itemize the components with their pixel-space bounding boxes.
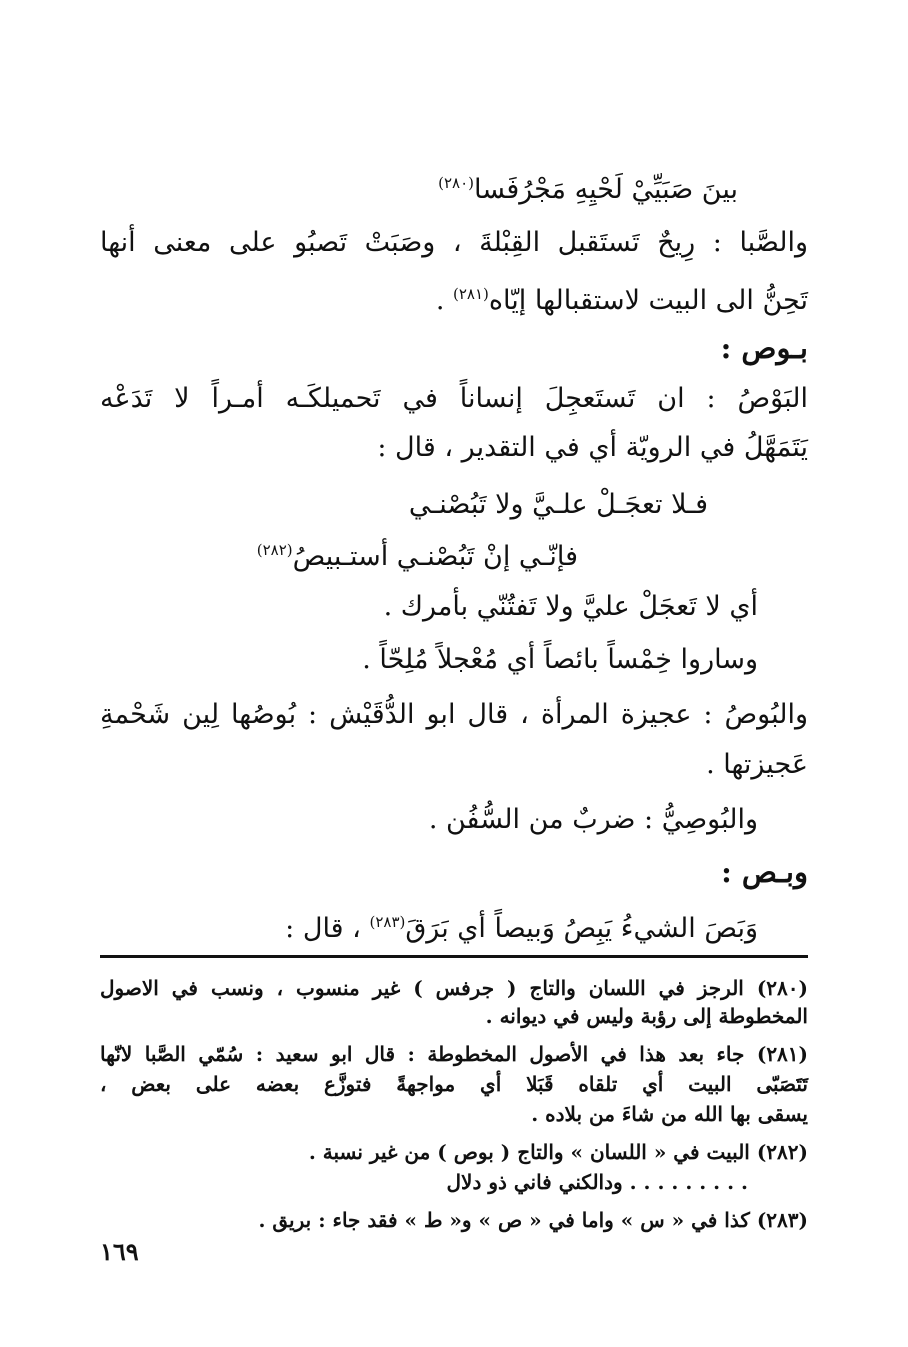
text-line-11: والبُوصُ : عجيزة المرأة ، قال ابو الدُّقَيْش : بُوصُها لِين شَحْمةِ xyxy=(100,699,808,730)
text-line-10: وساروا خِمْساً بائصاً أي مُعْجلاً مُلِحّاً . xyxy=(362,644,758,675)
text-line-3 xyxy=(436,274,808,321)
text-body: وَبَصَ الشيءُ يَبِصُ وَبيصاً أي بَرَقَ xyxy=(405,913,758,944)
text-line-13: والبُوصِيُّ : ضربٌ من السُّفُن . xyxy=(428,804,758,835)
footnote-text: البيت في « اللسان » والتاج ( بوص ) من غير نسبة . xyxy=(308,1140,750,1164)
text-body: تَحِنُّ الى البيت لاستقبالها إيّاه xyxy=(488,285,808,316)
footnote-283-line-1 xyxy=(258,1206,808,1234)
text-line-12: عَجيزتها . xyxy=(706,749,808,780)
text-line-5: البَوْصُ : ان تَستَعجِلَ إنساناً في تَحميلكَـه أمـراً لا تَدَعْه xyxy=(100,383,808,414)
footnote-number: (٢٨٣) xyxy=(756,1208,808,1232)
footnote-text: كذا في « س » واما في « ص » و« ط » فقد جاء : بريق . xyxy=(258,1208,750,1232)
footnote-text: الرجز في اللسان والتاج ( جرفس ) غير منسوب ، ونسب في الاصول xyxy=(100,976,744,1000)
footnote-ref-280: (٢٨٠) xyxy=(438,174,475,192)
text-line-6: يَتَمَهَّلُ في الرويّة أي في التقدير ، قال : xyxy=(377,432,808,463)
page-number: ١٦٩ xyxy=(100,1237,139,1266)
footnote-text: جاء بعد هذا في الأصول المخطوطة : قال ابو سعيد : سُمّي الصَّبا لانّها xyxy=(100,1042,745,1066)
verse-line-1 xyxy=(438,163,738,210)
entry-heading-bws: بـوص : xyxy=(720,331,808,365)
footnote-ref-281: (٢٨١) xyxy=(453,285,489,303)
footnote-280-line-2: المخطوطة إلى رؤبة وليس في ديوانه . xyxy=(485,1004,808,1028)
verse-line-7: فـلا تعجَـلْ علـيَّ ولا تَبُصْنـي xyxy=(408,489,708,520)
text-tail: . xyxy=(435,285,454,316)
text-line-9: أي لا تَعجَلْ عليَّ ولا تَفتُنّي بأمرك . xyxy=(383,591,758,622)
text-tail: ، قال : xyxy=(285,913,370,944)
text-line-2: والصَّبا : رِيحٌ تَستَقبل القِبْلةَ ، وصَبَتْ تَصبُو على معنى أنها xyxy=(100,227,808,258)
verse-line-8 xyxy=(257,530,578,577)
text-line-15 xyxy=(285,902,758,949)
footnote-281-line-1 xyxy=(100,1040,808,1068)
footnote-282-line-1 xyxy=(309,1138,808,1166)
footnote-281-line-2: تَتَصَبّى البيت أي تلقاه قَبَلا أي مواجهةً فتوزَّع بعضه على بعض ، xyxy=(100,1072,808,1096)
footnote-ref-283: (٢٨٣) xyxy=(369,913,406,931)
footnote-280-line-1 xyxy=(100,974,808,1002)
footnote-number: (٢٨٠) xyxy=(756,976,808,1000)
footnote-number: (٢٨١) xyxy=(756,1042,809,1066)
footnote-number: (٢٨٢) xyxy=(756,1140,808,1164)
verse-text: بينَ صَبَيِّيْ لَحْيِهِ مَجْرُفَسا xyxy=(474,174,738,205)
verse-text: فإنّـي إنْ تَبُصْنـي أستـبيصُ xyxy=(292,541,578,572)
footnote-281-line-3: يسقى بها الله من شاءَ من بلاده . xyxy=(531,1102,808,1126)
footnote-282-line-2: . . . . . . . . . ودالكني فاني ذو دلال xyxy=(446,1170,748,1194)
entry-heading-wbs: وبـص : xyxy=(721,855,808,889)
footnote-ref-282: (٢٨٢) xyxy=(256,541,293,559)
footnote-rule xyxy=(100,955,808,958)
